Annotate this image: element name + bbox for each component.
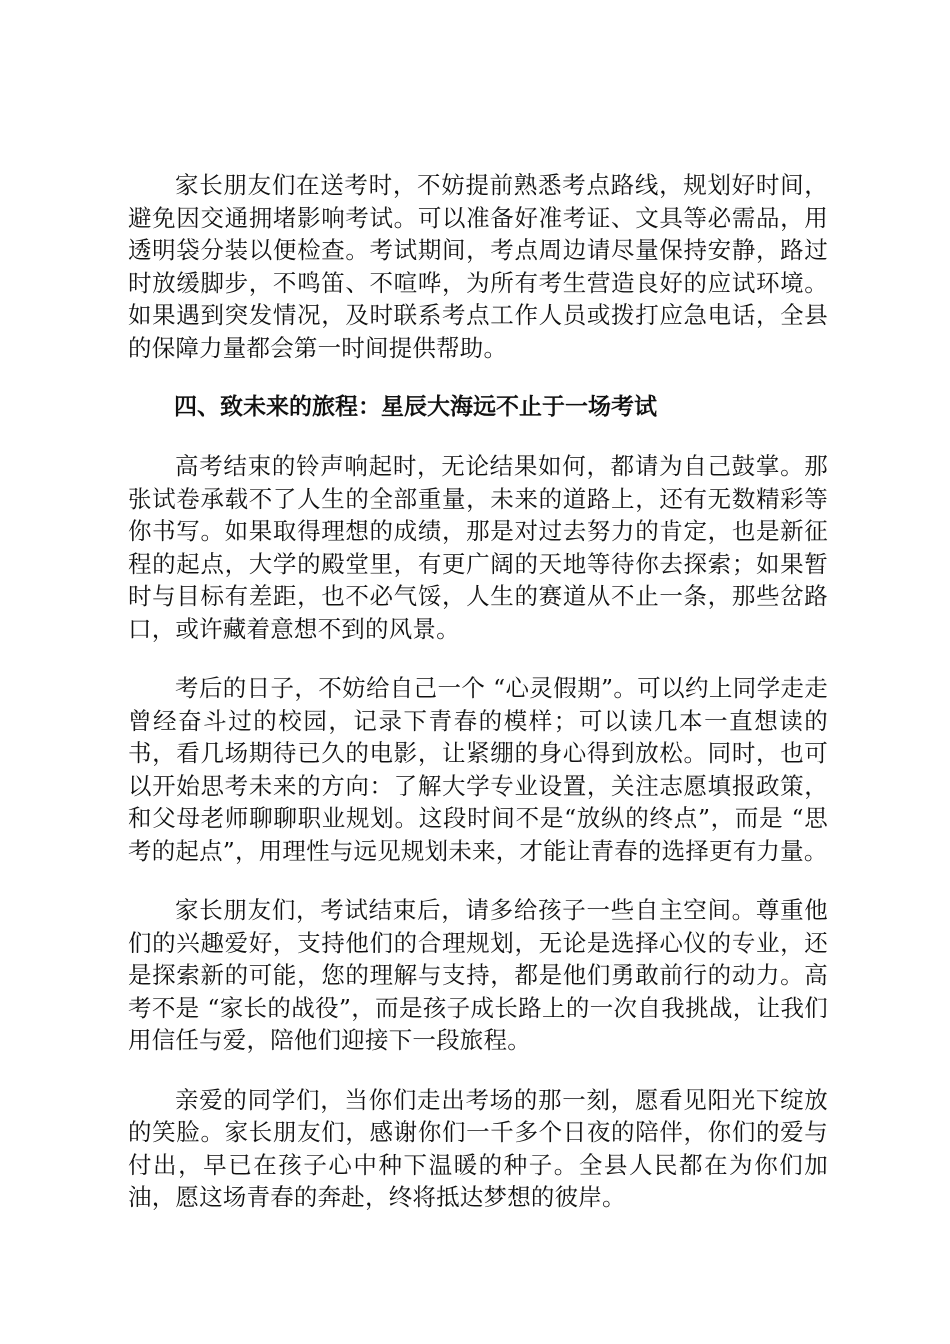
section-heading-four: 四、致未来的旅程：星辰大海远不止于一场考试	[174, 394, 657, 420]
paragraph-gap	[128, 1057, 828, 1084]
paragraph-post-exam-days: 考后的日子，不妨给自己一个 “心灵假期”。可以约上同学走走曾经奋斗过的校园，记录下青春的模样；可以读几本一直想读的书，看几场期待已久的电影，让紧绷的身心得到放松。同时，也可以开始思考未来的方向：了解大学专业设置，关注志愿填报政策，和父母老师聊聊职业规划。这段时间不是“放纵的终点”，而是 “思考的起点”，用理性与远见规划未来，才能让青春的选择更有力量。	[128, 674, 828, 865]
paragraph-after-exam: 高考结束的铃声响起时，无论结果如何，都请为自己鼓掌。那张试卷承载不了人生的全部重量，未来的道路上，还有无数精彩等你书写。如果取得理想的成绩，那是对过去努力的肯定，也是新征程的起点，大学的殿堂里，有更广阔的天地等待你去探索；如果暂时与目标有差距，也不必气馁，人生的赛道从不止一条，那些岔路口，或许藏着意想不到的风景。	[128, 452, 828, 643]
paragraph-closing: 亲爱的同学们，当你们走出考场的那一刻，愿看见阳光下绽放的笑脸。家长朋友们，感谢你们一千多个日夜的陪伴，你们的爱与付出，早已在孩子心中种下温暖的种子。全县人民都在为你们加油，愿这场青春的奔赴，终将抵达梦想的彼岸。	[128, 1085, 828, 1211]
paragraph-parent-advice: 家长朋友们在送考时，不妨提前熟悉考点路线，规划好时间，避免因交通拥堵影响考试。可以准备好准考证、文具等必需品，用透明袋分装以便检查。考试期间，考点周边请尽量保持安静，路过时放缓脚步，不鸣笛、不喧哗，为所有考生营造良好的应试环境。如果遇到突发情况，及时联系考点工作人员或拨打应急电话，全县的保障力量都会第一时间提供帮助。	[128, 171, 828, 362]
paragraph-gap	[128, 364, 828, 391]
document-page	[128, 169, 828, 1214]
paragraph-gap	[128, 867, 828, 894]
paragraph-parents-space: 家长朋友们，考试结束后，请多给孩子一些自主空间。尊重他们的兴趣爱好，支持他们的合理规划，无论是选择心仪的专业，还是探索新的可能，您的理解与支持，都是他们勇敢前行的动力。高考不是 “家长的战役”，而是孩子成长路上的一次自我挑战，让我们用信任与爱，陪他们迎接下一段旅程。	[128, 896, 828, 1054]
paragraph-gap	[128, 423, 828, 450]
paragraph-gap	[128, 645, 828, 672]
